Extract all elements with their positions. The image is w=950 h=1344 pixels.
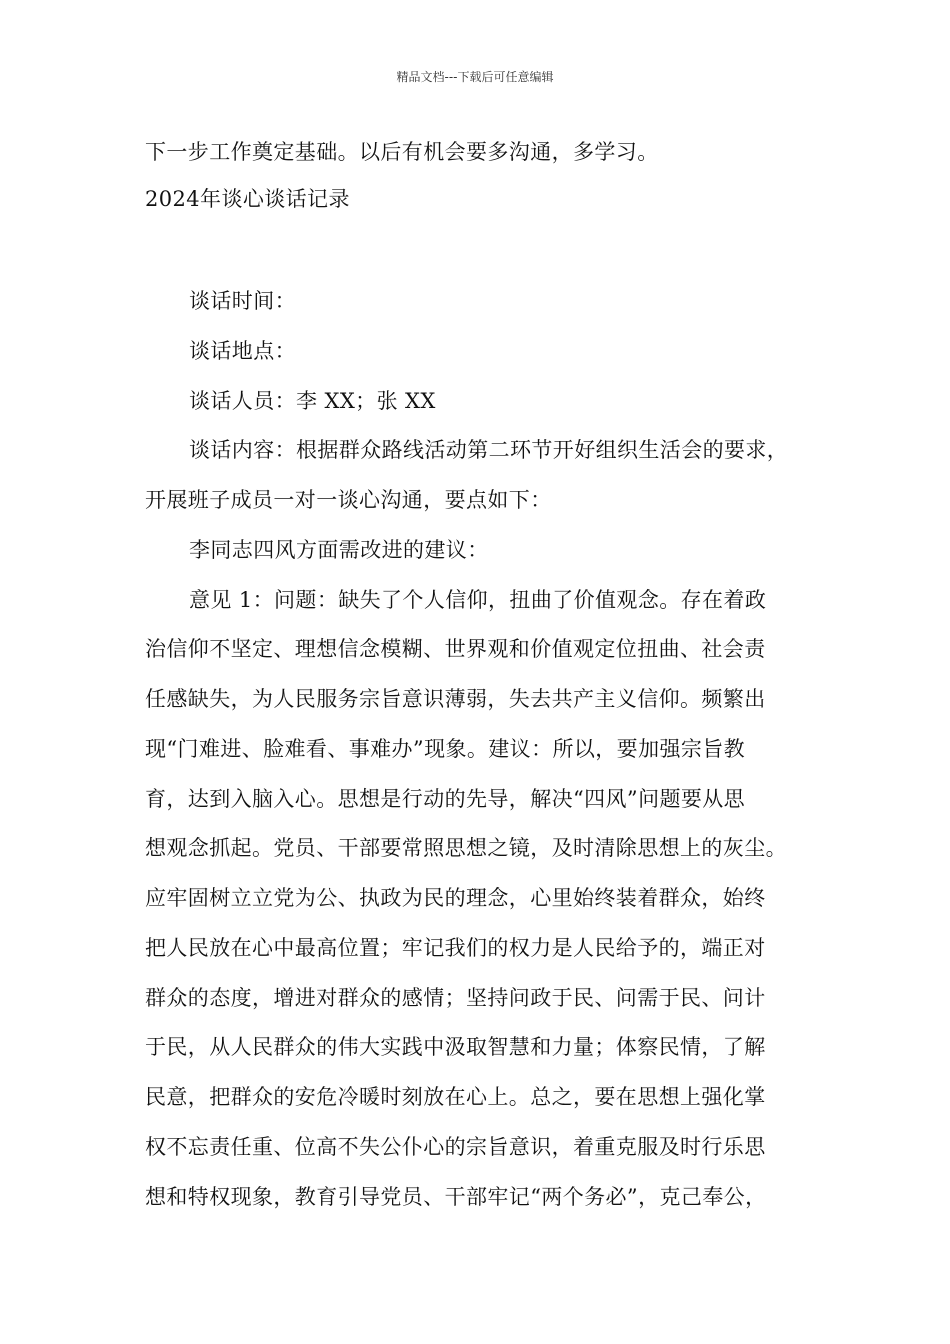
opinion-line: 任感缺失，为人民服务宗旨意识薄弱，失去共产主义信仰。频繁出 bbox=[145, 687, 766, 711]
opinion-line: 民意，把群众的安危冷暖时刻放在心上。总之，要在思想上强化掌 bbox=[145, 1085, 766, 1109]
opinion-line: 意见 1：问题：缺失了个人信仰，扭曲了价值观念。存在着政 bbox=[189, 588, 767, 612]
opinion-line: 把人民放在心中最高位置；牢记我们的权力是人民给予的，端正对 bbox=[145, 936, 766, 960]
suggestion-heading: 李同志四风方面需改进的建议： bbox=[189, 538, 489, 562]
opinion-line: 应牢固树立立党为公、执政为民的理念，心里始终装着群众，始终 bbox=[145, 886, 766, 910]
content-line-1: 谈话内容：根据群众路线活动第二环节开好组织生活会的要求， bbox=[189, 438, 789, 462]
intro-line: 下一步工作奠定基础。以后有机会要多沟通，多学习。 bbox=[145, 140, 659, 164]
opinion-line: 权不忘责任重、位高不失公仆心的宗旨意识，着重克服及时行乐思 bbox=[145, 1135, 766, 1159]
content-line-2: 开展班子成员一对一谈心沟通，要点如下： bbox=[145, 488, 552, 512]
page-header: 精品文档---下载后可任意编辑 bbox=[396, 70, 554, 84]
opinion-line: 想观念抓起。党员、干部要常照思想之镜，及时清除思想上的灰尘。 bbox=[145, 836, 787, 860]
opinion-line: 治信仰不坚定、理想信念模糊、世界观和价值观定位扭曲、社会责 bbox=[145, 637, 766, 661]
opinion-line: 育，达到入脑入心。思想是行动的先导，解决“四风”问题要从思 bbox=[145, 787, 746, 811]
document-title: 2024年谈心谈话记录 bbox=[145, 187, 350, 211]
opinion-line: 于民，从人民群众的伟大实践中汲取智慧和力量；体察民情，了解 bbox=[145, 1035, 766, 1059]
opinion-line: 群众的态度，增进对群众的感情；坚持问政于民、问需于民、问计 bbox=[145, 986, 766, 1010]
people-field: 谈话人员：李 XX；张 XX bbox=[189, 389, 436, 413]
place-field: 谈话地点： bbox=[189, 339, 296, 363]
time-field: 谈话时间： bbox=[189, 289, 296, 313]
opinion-line: 想和特权现象，教育引导党员、干部牢记“两个务必”，克己奉公， bbox=[145, 1185, 767, 1209]
opinion-line: 现“门难进、脸难看、事难办”现象。建议：所以，要加强宗旨教 bbox=[145, 737, 746, 761]
